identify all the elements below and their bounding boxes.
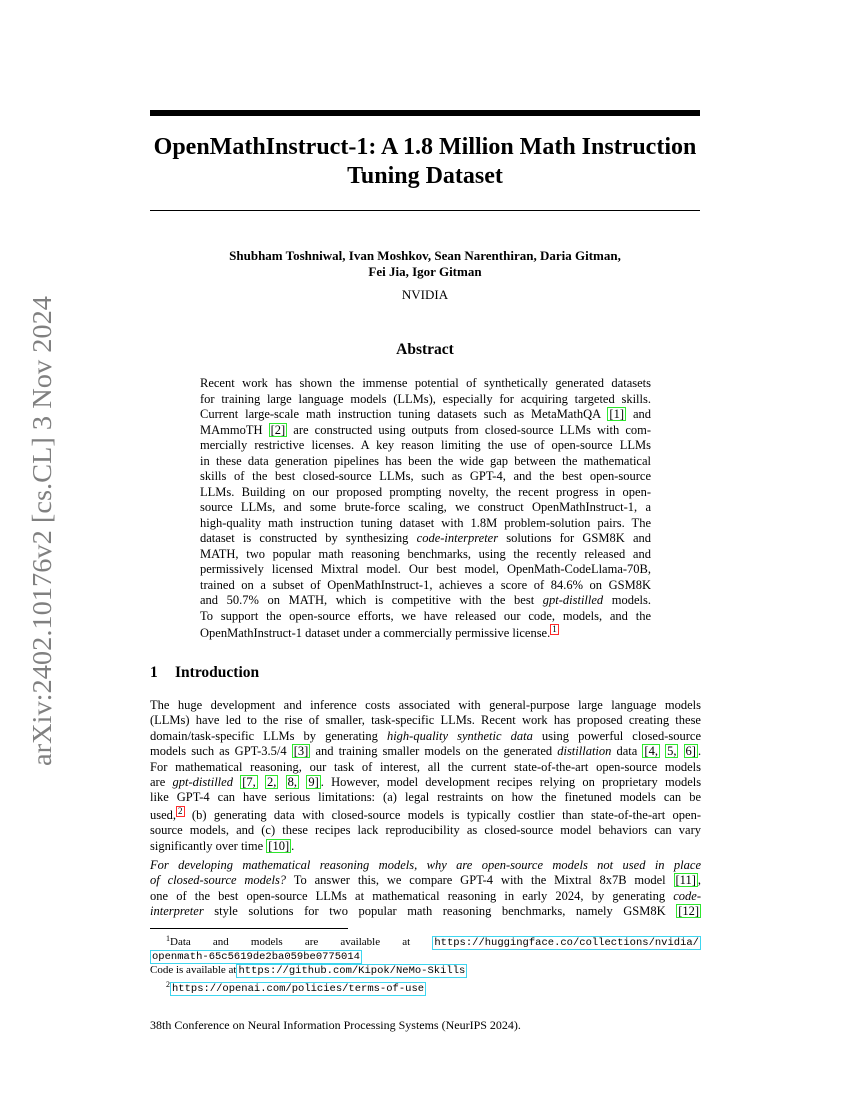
body-line: source models, and (c) these recipes lack reproducibility as closed-source model behaviors can vary — [150, 823, 701, 838]
abstract-line: MATH, two popular math reasoning benchmarks, using the recently released and — [200, 546, 651, 561]
citation-link[interactable]: 9] — [308, 775, 319, 790]
footnotes — [150, 932, 701, 996]
author-list — [150, 248, 700, 280]
dataset-url-link[interactable]: https://huggingface.co/collections/nvidia/ — [434, 937, 699, 949]
body-line: are gpt-distilled [7, 2, 8, 9] . However, model development recipes relying on proprietary models — [150, 775, 702, 790]
body-line: (LLMs) have led to the rise of smaller, task-specific LLMs. Recent work has proposed creating these — [150, 713, 701, 728]
abstract-line: permissively licensed Mixtral model. Our best model, OpenMath-CodeLlama-70B, — [200, 562, 651, 576]
section-title: Introduction — [175, 664, 260, 681]
citation-link[interactable]: 8, — [287, 775, 298, 790]
citation-link[interactable]: 6] — [685, 744, 696, 759]
citation-link[interactable]: [1] — [609, 407, 624, 421]
abstract-line: Recent work has shown the immense potential of synthetically generated datasets — [200, 376, 651, 390]
body-line: For mathematical reasoning, our task of interest, all the current state-of-the-art open-source models — [150, 759, 701, 774]
authors-line-2: Fei Jia, Igor Gitman — [368, 264, 482, 279]
conference-venue: 38th Conference on Neural Information Processing Systems (NeurIPS 2024). — [150, 1018, 521, 1032]
arxiv-identifier-stamp — [14, 296, 58, 766]
body-line: models such as GPT-3.5/4 [3] and training smaller models on the generated distillation data [4, 5, 6] . — [150, 744, 702, 759]
body-line: like GPT-4 can have serious limitations: (a) legal restraints on how the finetuned models can be — [150, 790, 701, 805]
abstract-line: skills of the best closed-source LLMs, such as GPT-4, and the best open-source — [200, 469, 651, 483]
citation-link[interactable]: [4, — [644, 744, 658, 759]
footnote-divider — [150, 928, 348, 929]
section-number: 1 — [150, 664, 158, 681]
code-url-link[interactable]: https://github.com/Kipok/NeMo-Skills — [238, 965, 466, 977]
citation-link[interactable]: [7, — [242, 775, 256, 790]
footnote-link[interactable]: 1 — [552, 624, 557, 634]
body-line: domain/task-specific LLMs by generating high-quality synthetic data using powerful closed-source — [150, 728, 701, 743]
footnote-2 — [150, 978, 701, 996]
footnote-number: 1 — [166, 934, 170, 943]
citation-link[interactable]: [2] — [270, 422, 286, 437]
abstract-line: for training large language models (LLMs), especially for acquiring targeted skills. — [200, 391, 651, 406]
body-line: one of the best open-source LLMs at mathematical reasoning in early 2024, by generating code- — [150, 888, 702, 903]
abstract-heading: Abstract — [396, 341, 454, 358]
title-bottom-rule — [150, 210, 700, 211]
intro-paragraph-1 — [150, 698, 701, 854]
citation-link[interactable]: [3] — [293, 744, 309, 759]
footnote-code: Code is available at https://github.com/Kipok/NeMo-Skills — [150, 964, 466, 977]
footnote-1-cont — [150, 950, 701, 964]
abstract-line: and 50.7% on MATH, which is competitive with the best gpt-distilled models. — [200, 593, 652, 607]
citation-link[interactable]: 5, — [667, 744, 677, 759]
body-line: significantly over time [10] . — [150, 838, 295, 853]
authors-line-1: Shubham Toshniwal, Ivan Moshkov, Sean Narenthiran, Daria Gitman, — [229, 248, 621, 263]
abstract-line: dataset is constructed by synthesizing code-interpreter solutions for GSM8K and — [200, 531, 652, 545]
intro-paragraph-2 — [150, 858, 701, 920]
abstract-line: trained on a subset of OpenMathInstruct-1, achieves a score of 84.6% on GSM8K — [200, 577, 651, 592]
citation-link[interactable]: [11] — [675, 873, 696, 888]
title-line-2: Tuning Dataset — [347, 163, 503, 189]
title-top-rule — [150, 110, 700, 116]
abstract-line: LLMs. Building on our proposed prompting novelty, the recent progress in open- — [200, 484, 651, 499]
title-line-1: OpenMathInstruct-1: A 1.8 Million Math Instruction — [153, 134, 697, 160]
footnote-link[interactable]: 2 — [178, 805, 183, 816]
body-line: For developing mathematical reasoning models, why are open-source models not used in place — [150, 858, 701, 872]
section-heading-introduction — [150, 664, 700, 682]
paper-title — [150, 133, 700, 191]
abstract-line: To support the open-source efforts, we have released our code, models, and the — [200, 608, 651, 623]
abstract-line: MAmmoTH [2] are constructed using outputs from closed-source LLMs with com- — [200, 422, 652, 437]
affiliation: NVIDIA — [401, 287, 449, 302]
body-line: of closed-source models? To answer this, we compare GPT-4 with the Mixtral 8x7B model [11] , — [150, 873, 702, 888]
abstract-line: source LLMs, and some brute-force scaling, we construct OpenMathInstruct-1, a — [200, 500, 651, 514]
abstract-line: mercially restrictive licenses. A key reason limiting the use of open-source LLMs — [200, 438, 651, 452]
footnote-number: 2 — [166, 980, 170, 989]
terms-url-link[interactable]: https://openai.com/policies/terms-of-use — [172, 983, 425, 995]
body-line: The huge development and inference costs associated with general-purpose large language models — [150, 698, 701, 712]
abstract-line: in these data generation pipelines has been the wide gap between the mathematical — [200, 453, 651, 468]
abstract-line: Current large-scale math instruction tuning datasets such as MetaMathQA [1] and — [200, 407, 651, 421]
abstract-body — [200, 376, 651, 642]
abstract-line: high-quality math instruction tuning dataset with 1.8M problem-solution pairs. The — [200, 515, 651, 530]
citation-link[interactable]: 2, — [267, 775, 277, 790]
citation-link[interactable]: [10] — [268, 838, 290, 853]
citation-link[interactable]: [12] — [678, 904, 700, 919]
arxiv-stamp-text: arXiv:2402.10176v2 [cs.CL] 3 Nov 2024 — [27, 319, 57, 766]
abstract-line: OpenMathInstruct-1 dataset under a commercially permissive license. 1 — [200, 624, 557, 640]
dataset-url-link-cont[interactable]: openmath-65c5619de2ba059be0775014 — [152, 951, 360, 963]
body-line: interpreter style solutions for two popular math reasoning benchmarks, namely GSM8K [12] — [150, 904, 700, 919]
body-line: used, 2 (b) generating data with closed-source models is typically costlier than state-of-the-art open- — [150, 805, 702, 822]
footnote-1: $^1$Data and models are available at https://huggingface.co/collections/nvidia/ — [166, 934, 699, 949]
